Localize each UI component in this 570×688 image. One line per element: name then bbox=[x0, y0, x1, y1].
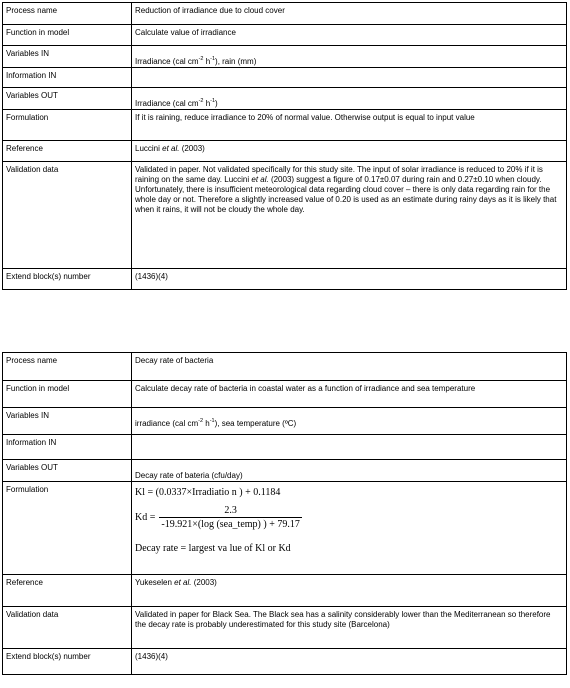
variables-out-label: Variables OUT bbox=[3, 460, 132, 482]
variables-in-value: irradiance (cal $cm^{-2}$ $h^{-1}$), sea temperature (ºC) bbox=[132, 408, 567, 435]
extend-block-label: Extend block(s) number bbox=[3, 649, 132, 675]
information-in-value bbox=[132, 435, 567, 460]
formulation-value: If it is raining, reduce irradiance to 20% of normal value. Otherwise output is equal to input value bbox=[132, 110, 567, 141]
information-in-label: Information IN bbox=[3, 435, 132, 460]
reference-value: Yukeselen et al. (2003) bbox=[132, 575, 567, 607]
process-table-decay bbox=[2, 352, 567, 675]
function-in-model-value: Calculate value of irradiance bbox=[132, 25, 567, 46]
function-in-model-value: Calculate decay rate of bacteria in coastal water as a function of irradiance and sea temperature bbox=[132, 381, 567, 408]
information-in-label: Information IN bbox=[3, 68, 132, 88]
variables-in-label: Variables IN bbox=[3, 408, 132, 435]
process-name-value: Reduction of irradiance due to cloud cover bbox=[132, 3, 567, 25]
function-in-model-label: Function in model bbox=[3, 25, 132, 46]
reference-label: Reference bbox=[3, 575, 132, 607]
formula-kl: Kl = (0.0337×Irradiatio n ) + 0.1184 bbox=[135, 487, 281, 498]
process-table-irradiance bbox=[2, 2, 567, 290]
process-name-label: Process name bbox=[3, 3, 132, 25]
formula-decay-rate: Decay rate = largest va lue of Kl or Kd bbox=[135, 543, 291, 554]
extend-block-label: Extend block(s) number bbox=[3, 269, 132, 290]
formulation-value bbox=[132, 482, 567, 575]
formula-kd bbox=[135, 505, 563, 531]
formulation-label: Formulation bbox=[3, 110, 132, 141]
variables-in-value: Irradiance (cal $cm^{-2}$ $h^{-1}$), rain (mm) bbox=[132, 46, 567, 68]
reference-label: Reference bbox=[3, 141, 132, 162]
variables-out-value: Decay rate of bateria (cfu/day) bbox=[132, 460, 567, 482]
function-in-model-label: Function in model bbox=[3, 381, 132, 408]
extend-block-value: (1436)(4) bbox=[132, 269, 567, 290]
formula-kd-denominator: -19.921×(log (sea_temp) ) + 79.17 bbox=[161, 519, 300, 530]
information-in-value bbox=[132, 68, 567, 88]
variables-out-value: Irradiance (cal $cm^{-2}$ $h^{-1}$) bbox=[132, 88, 567, 110]
validation-data-label: Validation data bbox=[3, 162, 132, 269]
validation-data-label: Validation data bbox=[3, 607, 132, 649]
process-name-label: Process name bbox=[3, 353, 132, 381]
formula-kd-numerator: 2.3 bbox=[224, 505, 237, 516]
process-name-value: Decay rate of bacteria bbox=[132, 353, 567, 381]
variables-in-label: Variables IN bbox=[3, 46, 132, 68]
formulation-label: Formulation bbox=[3, 482, 132, 575]
validation-data-value: Validated in paper. Not validated specifically for this study site. The input of solar irradiance is reduced to 20% if it is raining on the same day. Luccini et al. (2003) suggest a figure of 0.17±0.07 during rain and 0.27±0.10 when cloudy. Unfortunately, there is insufficient meteorological data regarding cloud cover – there is only data regarding rain for the whole day or not. Therefore a slightly increased value of 0.20 is used as an estimate during rainy days as it is likely that when it rains, it will not be cloudy the whole day. bbox=[132, 162, 567, 269]
extend-block-value: (1436)(4) bbox=[132, 649, 567, 675]
variables-out-label: Variables OUT bbox=[3, 88, 132, 110]
reference-value: Luccini et al. (2003) bbox=[132, 141, 567, 162]
validation-data-value: Validated in paper for Black Sea. The Black sea has a salinity considerably lower than the Mediterranean so therefore the decay rate is probably underestimated for this study site (Barcelona) bbox=[132, 607, 567, 649]
formula-kd-lhs: Kd = bbox=[135, 512, 156, 523]
formula-kd-fraction bbox=[159, 505, 301, 531]
